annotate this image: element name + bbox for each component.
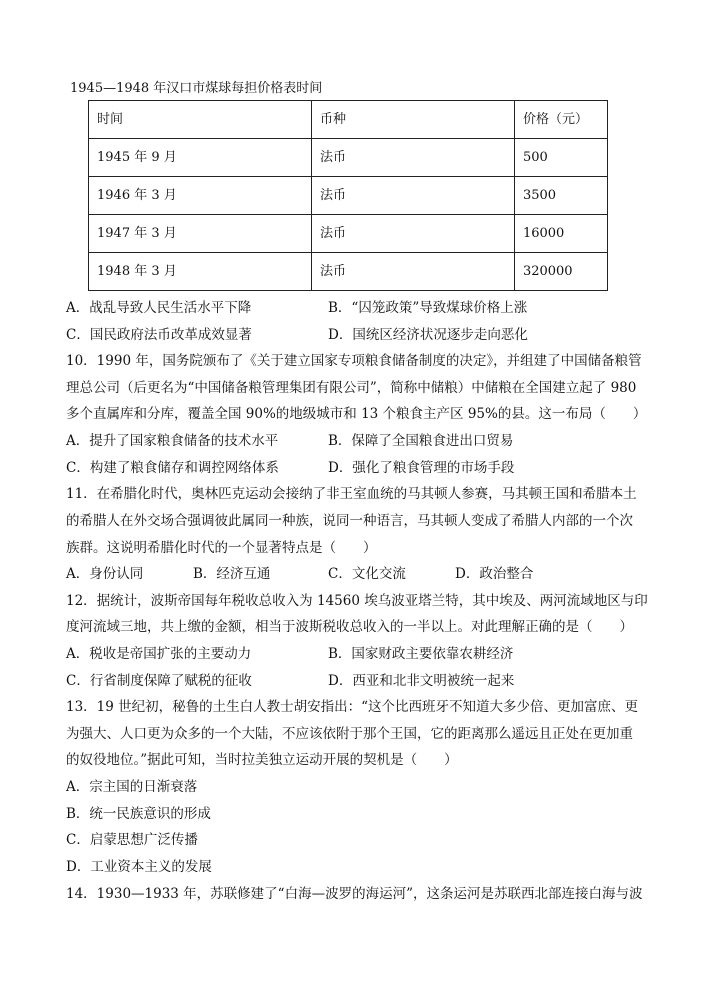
q11-option-d: D．政治整合 [455, 566, 534, 582]
q13-option-d: D．工业资本主义的发展 [66, 859, 212, 875]
q10-stem-line: 10．1990 年，国务院颁布了《关于建立国家专项粮食储备制度的决定》，并组建了中国储备粮管 [66, 353, 642, 369]
table-cell: 1946 年 3 月 [89, 177, 312, 215]
q11-option-c: C．文化交流 [328, 566, 406, 582]
q10-stem-line: 理总公司（后更名为“中国储备粮管理集团有限公司”，简称中储粮）中储粮在全国建立起了 980 [66, 380, 637, 396]
q13-option-b: B．统一民族意识的形成 [66, 806, 211, 822]
q11-option-b: B．经济互通 [193, 566, 271, 582]
q14-stem-line: 14．1930—1933 年，苏联修建了“白海—波罗的海运河”，这条运河是苏联西北部连接白海与波 [66, 886, 643, 902]
q13-stem-line: 为强大、人口更为众多的一个大陆，不应该依附于那个王国，它的距离那么遥远且正处在更加重 [66, 726, 633, 742]
q13-option-c: C．启蒙思想广泛传播 [66, 832, 198, 848]
q12-stem-line: 12．据统计，波斯帝国每年税收总收入为 14560 埃乌波亚塔兰特，其中埃及、两河流域地区与印 [66, 593, 648, 609]
table-header-cell: 币种 [311, 101, 514, 139]
table-cell: 16000 [514, 215, 607, 253]
q13-stem-line: 13．19 世纪初，秘鲁的土生白人教士胡安指出：“这个比西班牙不知道大多少倍、更加富庶、更 [66, 699, 639, 715]
q10-option-c: C．构建了粮食储存和调控网络体系 [66, 460, 279, 476]
table-header-cell: 价格（元） [514, 101, 607, 139]
table-cell: 320000 [514, 253, 607, 291]
q9-option-d: D．国统区经济状况逐步走向恶化 [328, 327, 528, 343]
table-cell: 1947 年 3 月 [89, 215, 312, 253]
table-caption: 1945—1948 年汉口市煤球每担价格表时间 [70, 81, 323, 96]
q11-stem-line: 11．在希腊化时代，奥林匹克运动会接纳了非王室血统的马其顿人参赛，马其顿王国和希腊本土 [66, 486, 637, 502]
table-cell: 法币 [311, 139, 514, 177]
q12-option-b: B．国家财政主要依靠农耕经济 [328, 646, 514, 662]
q12-stem-line: 度河流域三地，共上缴的金额，相当于波斯税收总收入的一半以上。对此理解正确的是（ ） [66, 619, 633, 635]
q10-option-b: B．保障了全国粮食进出口贸易 [328, 433, 514, 449]
table-cell: 1945 年 9 月 [89, 139, 312, 177]
table-row [89, 177, 608, 215]
q12-option-c: C．行省制度保障了赋税的征收 [66, 673, 252, 689]
q9-option-c: C．国民政府法币改革成效显著 [66, 327, 252, 343]
q9-option-a: A．战乱导致人民生活水平下降 [66, 300, 252, 316]
q11-stem-line: 的希腊人在外交场合强调彼此属同一种族，说同一种语言，马其顿人变成了希腊人内部的一个次 [66, 513, 633, 529]
q13-stem-line: 的奴役地位。”据此可知，当时拉美独立运动开展的契机是（ ） [66, 752, 458, 768]
q9-option-b: B．“囚笼政策”导致煤球价格上涨 [328, 300, 528, 316]
table-row [89, 215, 608, 253]
table-header-row [89, 101, 608, 139]
q10-option-d: D．强化了粮食管理的市场手段 [328, 460, 515, 476]
q12-option-a: A．税收是帝国扩张的主要动力 [66, 646, 252, 662]
price-table [88, 100, 608, 291]
table-cell: 法币 [311, 253, 514, 291]
table-cell: 法币 [311, 215, 514, 253]
q10-option-a: A．提升了国家粮食储备的技术水平 [66, 433, 279, 449]
q10-stem-line: 多个直属库和分库，覆盖全国 90%的地级城市和 13 个粮食主产区 95%的县。这一布局（ ） [66, 406, 647, 422]
table-header-cell: 时间 [89, 101, 312, 139]
table-row [89, 253, 608, 291]
q12-option-d: D．西亚和北非文明被统一起来 [328, 673, 515, 689]
table-cell: 1948 年 3 月 [89, 253, 312, 291]
table-cell: 500 [514, 139, 607, 177]
table-row [89, 139, 608, 177]
table-cell: 法币 [311, 177, 514, 215]
table-cell: 3500 [514, 177, 607, 215]
q11-option-a: A．身份认同 [66, 566, 144, 582]
q11-stem-line: 族群。这说明希腊化时代的一个显著特点是（ ） [66, 540, 377, 556]
q13-option-a: A．宗主国的日渐衰落 [66, 779, 198, 795]
